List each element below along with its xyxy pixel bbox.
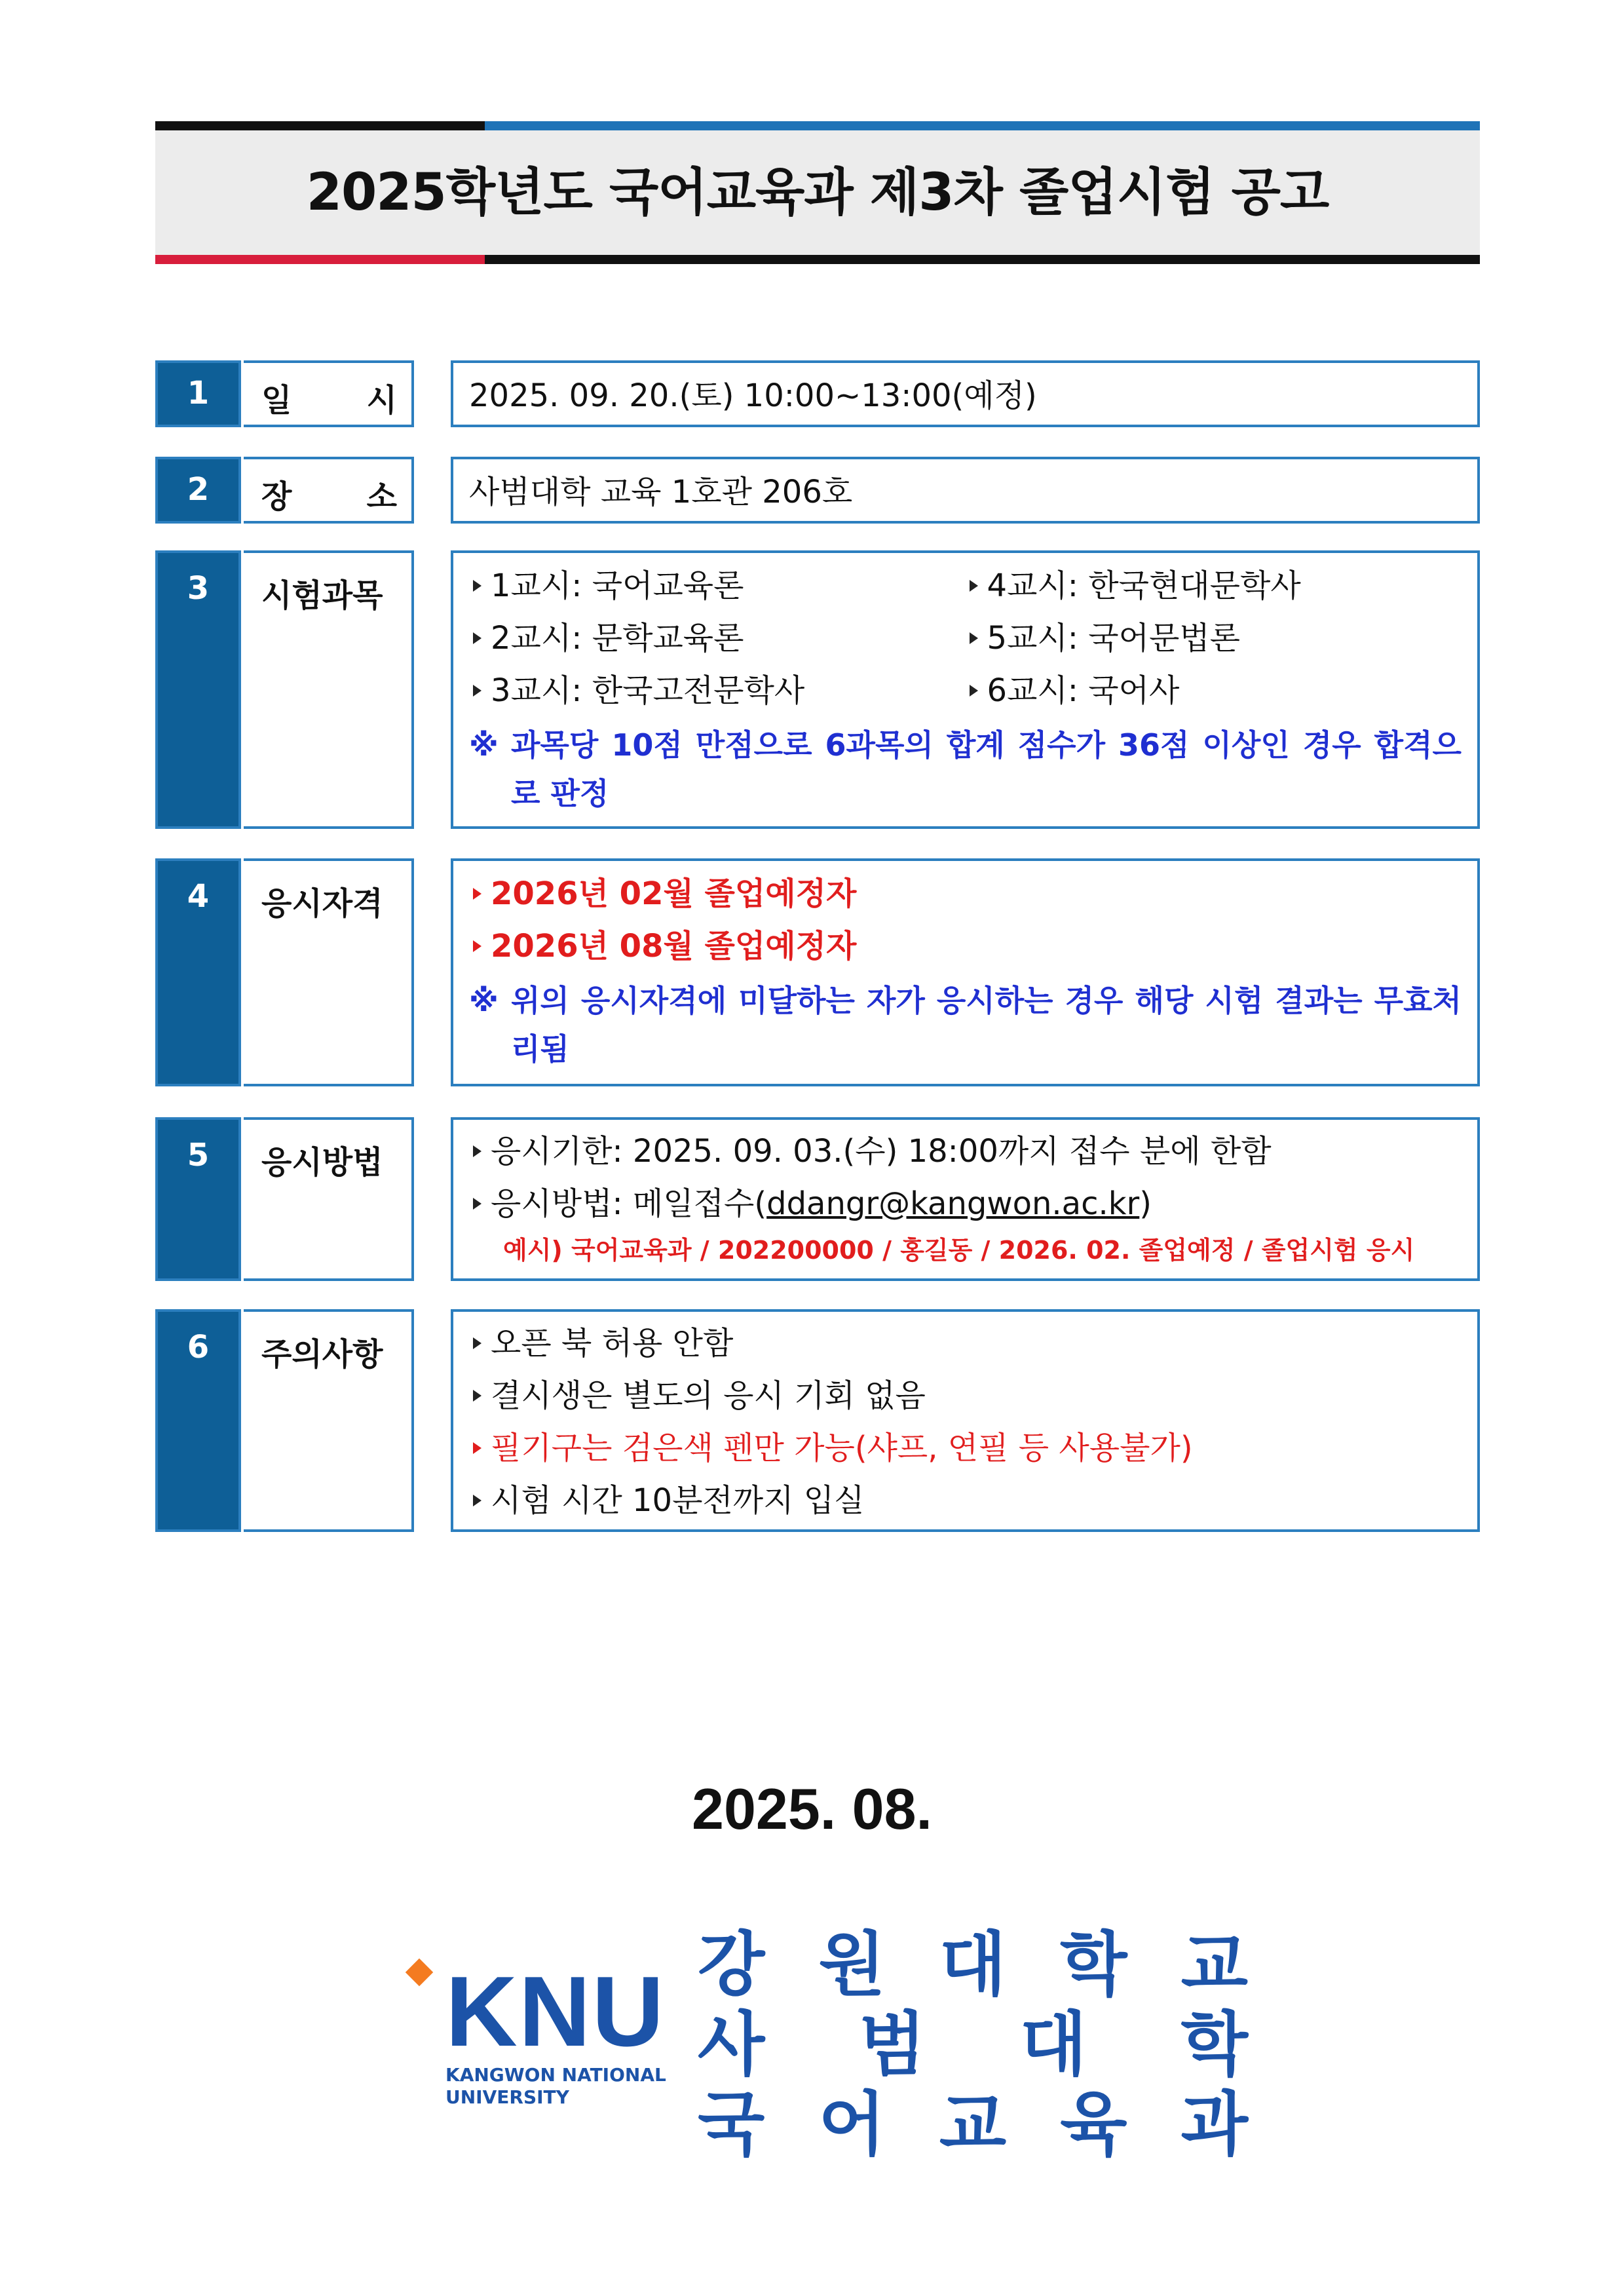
reference-mark-icon: ※ [469, 727, 499, 763]
section-label [244, 457, 414, 524]
subjects-note: ※ 과목당 10점 만점으로 6과목의 합계 점수가 36점 이상인 경우 합격으로 판정 [469, 721, 1462, 818]
eligibility-note: ※ 위의 응시자격에 미달하는 자가 응시하는 경우 해당 시험 결과는 무효처리됨 [469, 976, 1462, 1073]
page-title: 2025학년도 국어교육과 제3차 졸업시험 공고 [306, 163, 1329, 222]
section-content [451, 550, 1480, 829]
org-line-department: 국 어 교 육 과 [698, 2084, 1248, 2165]
bullet-triangle-icon [473, 1390, 482, 1402]
label-char: 소 [366, 478, 397, 515]
header-top-rule-black [155, 121, 485, 130]
section-label [244, 360, 414, 427]
section-label: 시험과목 [244, 550, 414, 829]
bullet-triangle-icon [473, 580, 482, 592]
header-bottom-rule-black [485, 255, 1480, 264]
bullet-triangle-icon [473, 940, 482, 952]
section-content [451, 858, 1480, 1086]
reference-mark-icon: ※ [469, 983, 499, 1018]
section-subjects [155, 550, 1480, 829]
section-number: 5 [155, 1117, 241, 1281]
list-item: 1교시: 국어교육론 [469, 560, 966, 612]
section-label: 주의사항 [244, 1309, 414, 1532]
section-number: 2 [155, 457, 241, 524]
bullet-triangle-icon [970, 632, 978, 644]
place-value: 사범대학 교육 1호관 206호 [469, 474, 853, 510]
list-item: 4교시: 한국현대문학사 [966, 560, 1462, 612]
organization-name [698, 1925, 1248, 2165]
list-item: 2026년 02월 졸업예정자 [469, 868, 1462, 920]
list-item: 6교시: 국어사 [966, 664, 1462, 717]
section-cautions [155, 1309, 1480, 1532]
list-item: 응시기한: 2025. 09. 03.(수) 18:00까지 접수 분에 한함 [469, 1125, 1462, 1177]
section-number: 3 [155, 550, 241, 829]
knu-logo [406, 1933, 668, 2108]
bullet-triangle-icon [970, 580, 978, 592]
section-content [451, 360, 1480, 427]
bullet-triangle-icon [970, 685, 978, 697]
logo-subtitle: UNIVERSITY [445, 2086, 569, 2108]
section-content [451, 1117, 1480, 1281]
bullet-triangle-icon [473, 1495, 482, 1506]
header-top-rule-blue [485, 121, 1480, 130]
section-label: 응시방법 [244, 1117, 414, 1281]
list-item: 필기구는 검은색 펜만 가능(샤프, 연필 등 사용불가) [469, 1422, 1462, 1474]
section-method [155, 1117, 1480, 1281]
logo-diamond-icon [406, 1959, 433, 1986]
email-link[interactable]: ddangr@kangwon.ac.kr [766, 1185, 1140, 1222]
list-item: 3교시: 한국고전문학사 [469, 664, 966, 717]
section-eligibility [155, 858, 1480, 1086]
subject-row [469, 612, 1462, 664]
bullet-triangle-icon [473, 1198, 482, 1210]
section-content [451, 457, 1480, 524]
header [155, 121, 1480, 265]
section-place [155, 457, 1480, 524]
label-char: 일 [261, 382, 292, 419]
email-example: 예시) 국어교육과 / 202200000 / 홍길동 / 2026. 02. 졸업예정 / 졸업시험 응시 [503, 1236, 1415, 1265]
section-number: 4 [155, 858, 241, 1086]
bullet-triangle-icon [473, 632, 482, 644]
bullet-triangle-icon [473, 888, 482, 900]
list-item: 결시생은 별도의 응시 기회 없음 [469, 1369, 1462, 1422]
bullet-triangle-icon [473, 1337, 482, 1349]
bullet-triangle-icon [473, 1442, 482, 1454]
bullet-triangle-icon [473, 685, 482, 697]
subject-row [469, 664, 1462, 717]
subject-row [469, 560, 1462, 612]
label-char: 시 [366, 382, 397, 419]
section-content [451, 1309, 1480, 1532]
issue-date: 2025. 08. [692, 1776, 932, 1841]
section-schedule [155, 360, 1480, 427]
bullet-triangle-icon [473, 1145, 482, 1157]
list-item: 2교시: 문학교육론 [469, 612, 966, 664]
section-label: 응시자격 [244, 858, 414, 1086]
org-line-college: 사 범 대 학 [698, 2004, 1248, 2085]
org-line-university: 강 원 대 학 교 [698, 1924, 1248, 2005]
header-bottom-rule-red [155, 255, 485, 264]
section-number: 1 [155, 360, 241, 427]
list-item: 오픈 북 허용 안함 [469, 1317, 1462, 1369]
list-item: 응시방법: 메일접수( ddangr@kangwon.ac.kr ) [469, 1177, 1462, 1230]
section-number: 6 [155, 1309, 241, 1532]
schedule-value: 2025. 09. 20.(토) 10:00~13:00(예정) [469, 377, 1037, 414]
list-item: 2026년 08월 졸업예정자 [469, 920, 1462, 972]
list-item: 시험 시간 10분전까지 입실 [469, 1474, 1462, 1527]
logo-subtitle: KANGWON NATIONAL [445, 2064, 666, 2086]
label-char: 장 [261, 478, 292, 515]
list-item: 5교시: 국어문법론 [966, 612, 1462, 664]
logo-wordmark: KNU [445, 1956, 666, 2067]
